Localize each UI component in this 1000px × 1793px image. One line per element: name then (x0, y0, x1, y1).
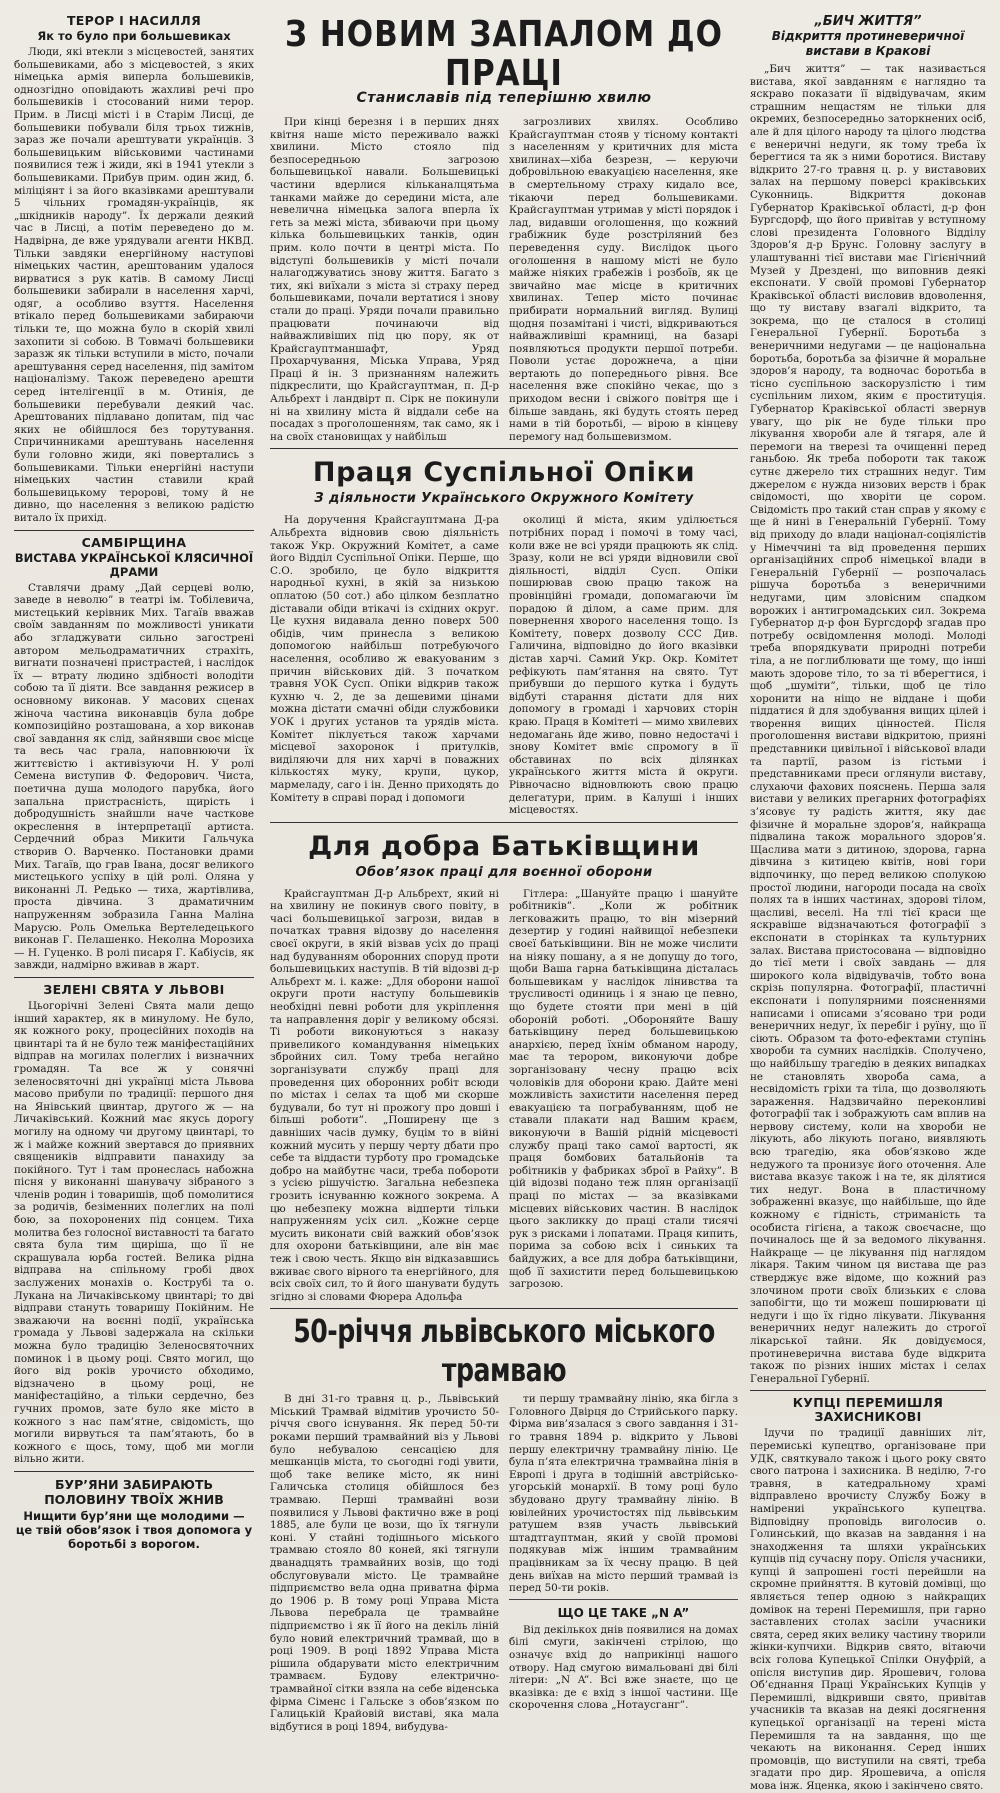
headline-terror: ТЕРОР І НАСИЛЛЯ (66, 13, 202, 28)
right-column (750, 14, 986, 1792)
body-main-right: загрозливих хвилях. Особливо Крайсгауптман стояв у тісному контакті з населенням у критичних для міста хвилинах—хіба безрезн, — керуючи добровільною евакуацією населення, яке в смертельному страху кидало все, тікаючи перед большевиками. Крайсгауптман утримав у місті порядок і лад, видавши оголошення, що кожний грабіжник буде розстріляний без переведення суду. Вислідок цього оголошення в нашому місті не було майже ніяких грабежів і розбоїв, як це звичайно має місце в критичних хвилинах. Тепер місто починає прибирати нормальний вигляд. Вулиці щодня позамітані і чисті, відкриваються найважливіші крамниці, на базарі появляються продукти першої потреби. Поволи устає дорожнеча, а ціни вертають до попереднього рівня. Все населення вже спокійно чекає, що з приходом весни і свіжого повітря ще і більше завдань, які будуть стоять перед нами в тій боротьбі, — вірою в кінцеву перемогу над большевизмом. (509, 116, 738, 443)
headline-merchants: КУПЦІ ПЕРЕМИШЛЯ ЗАХИСНИКОВІ (792, 1395, 944, 1425)
center-column (270, 13, 738, 1733)
article-main (270, 13, 738, 443)
subhead-terror: Як то було при большевиках (37, 29, 231, 43)
body-tram-left: В дні 31-го травня ц. р., Львівський Міський Трамвай відмітив урочисто 50-річчя свого існування. Як перед 50-ти роками перший трамвайний віз у Львові було небувалою сенсацією для мешканців міста, то сьогодні годі увити, щоб таке велике місто, як нині Галичська столиця обійшлося без трамваю. Перші трамвайні вози появилися у Львові фактично вже в році 1885, але були це вози, що їх тягнули коні. У стайні тодішнього міського трамваю стояло 80 коней, які тягнули дванадцять трамвайних возів, що тоді обслуговували місто. Це трамвайне підприємство вела одна приватна фірма до 1906 р. В тому році Управа Міста Львова перебрала це трамвайне підприємство і як її його на декіль ліній було новий електричний трамвай, що в році 1909. В році 1892 Управа Міста рішила обдарувати місто електричним трамваєм. Будову електрично-трамвайної сітки взяла на себе віденська фірма Сіменс і Гальске з обов’язком по Галицькій Крайовій виставі, яка мала відбутися в році 1894, вибудува- (270, 1393, 499, 1733)
article-tram (270, 1312, 738, 1733)
article-drama (14, 536, 254, 972)
article-merchants (750, 1396, 986, 1792)
left-column (14, 13, 254, 1551)
notice-weeds (14, 1477, 254, 1551)
subhead-defense: Обов’язок праці для воєнної оборони (355, 864, 653, 880)
divider (14, 977, 254, 978)
divider (270, 822, 738, 823)
headline-main: З НОВИМ ЗАПАЛОМ ДО ПРАЦІ (285, 13, 723, 95)
subhead-main: Станиславів під теперішню хвилю (356, 90, 652, 106)
body-drama: Ставлячи драму „Дай серцеві волю, заведе в неволю” в театрі ім. Тобілевича, мистецький керівник Мих. Тагаїв вважав своїм завданням по можливості уникати або згладжувати сильно загострені автором мельодраматичних страхіть, вигнати позначені пристрастей, і наслідок їх — втрату людино здібності володіти собою та її діяти. Все завдання режисер в основному виконав. У масових сценах жіноча частина виконавців була добре композиційно розташована, а хор виконав свої завдання як слід, зайнявши своє місце та весь час грала, наповнюючи їх життєвістю і активізуючи Н. У ролі Семена виступив Ф. Федорович. Чиста, поетична душа молодого парубка, його запальна пристрасність, щирість і добродушність знайшли наче часткове окреслення в інтерпретації артиста. Сердечний образ Микити Гальчука створив О. Варченко. Постановки драми Мих. Тагаїв, що грав Івана, досяг великого мистецького успіху в цій ролі. Оляна у виконанні Л. Редько — тиха, жартівлива, проста дівчина. З драматичним напруженням зобразила Ганна Маліна Марусю. Роль Омелька Вертеледецького виконав Г. Пелашенко. Неколна Морозиха — Н. Гуценко. В ролі писаря Г. Кабіусів, як завжди, надмірно вживав в жарт. (14, 581, 254, 972)
divider (14, 1471, 254, 1472)
divider (270, 448, 738, 449)
divider (270, 1308, 738, 1309)
subhead-opika: З діяльности Українського Окружного Комітету (314, 491, 694, 507)
article-green-holidays (14, 983, 254, 1466)
body-green-holidays: Цьогорічні Зелені Свята мали дещо інший характер, як в минулому. Не було, як кожного року, процесійних походів на цвинтарі та й не було теж маніфестаційних відправ на могилах полеглих і визначних громадян. Та все ж у сонячні зеленосвяточні дні українці міста Львова масово прибули по традиції: першого дня на Янівський цвинтар, другого ж — на Личаківський. Кожний має якусь дорогу могилу на одному чи другому цвинтарі, то ж і майже кожний звертався до приявних священиків відправити панахиду за покійного. Тут і там пронеслась набожна пісня у виконанні шанувачу зібраного з членів родин і товаришів, щоб помолитися за родичів, безіменних полеглих на полі бою, за похоронених під сонцем. Тиха молитва без голосної виставності та багато свята була тим щиріша, що її не скрашувала юрба гостей. Велика рідна відправа на спільному гробі двох заслужених монахів о. Кострубі та о. Лукана на Личаківському цвинтарі; то дві відправи стануть товаришу Покійним. Не зважаючи на воєнні події, українська громада у Львові задержала на скільки можна було традицію Зеленосвяточних поминок і в цьому році. Свято могил, що його від років урочисто обходимо, відзначено в цьому році, не маніфестаційно, а тільки сердечно, без гучних промов, зате було яке місто в кожного з нас пам’ятне, свідомість, що могили вирвуться та пам’ятають, бо в кожного є щось, тому, щоб ми могли вільно жити. (14, 999, 254, 1466)
subhead-play: Відкриття протиневеричної вистави в Кракові (771, 29, 965, 58)
subhead-drama: ВИСТАВА УКРАЇНСЬКОЇ КЛЯСИЧНОЇ ДРАМИ (14, 550, 254, 579)
headline-na: ЩО ЦЕ ТАКЕ „N A” (557, 1605, 690, 1620)
body-opika-left: На доручення Крайсгауптмана Д-ра Альбрехта відновив свою діяльність також Укр. Окружний Комітет, а саме його Відділ Суспільної Опіки. Перше, що С.О. зробило, це було відкриття народньої кухні, в якій за низькою оплатою (50 сот.) або цілком безплатно діставали обіди втікачі із східних округ. Це кухня видавала денно поверх 500 обідів, чим принесла з великою допомогою найбільш потребуючого населення, особливо ж евакуованим з причин військових дій. З початком травня УОК Сусп. Опіки відкрив також кухню ч. 2, де за дешевими цінами можна дістати смачні обіди службовики УОК і других установ та урядів міста. Комітет піклується також харчами місцевої захоронок і притулків, виділяючи для них харчі в поважних кількостях муку, крупи, цукор, мармеладу, саго і ін. Денно приходять до Комітету в справі порад і допомоги (270, 514, 499, 804)
divider (509, 1599, 738, 1600)
headline-weeds: БУР’ЯНИ ЗАБИРАЮТЬ ПОЛОВИНУ ТВОЇХ ЖНИВ (44, 1476, 224, 1507)
body-defense-left: Крайсгауптман Д-р Альбрехт, який ні на хвилину не покинув свого повіту, в часі большевицької загрози, видав в початках травня відозву до населення своєї округи, в якій візвав усіх до праці над будуванням оборонних споруд проти большевицьких наступів. В тій відозві д-р Альбрехт м. і. каже: „Для оборони нашої округи проти наступу большевиків необхідні певні роботи для укріплення та направлення доріг у великому обсязі. Ті роботи виконуються з наказу привеликого командування німецьких збройних сил. Тому треба негайно зорганізувати службу праці для проведення цих оборонних робіт всюди по містах і селах та щоб ми скорше будували, бо тут ні прожогу про довші і більші роботи”. „Поширену ще з давніших часів думку, буцім то в війні кожний мусить у першу черту дбати про себе та віддасти турботу про громадське добро на майбутнє часи, треба побороти з усією рішучістю. Загальна небезпека грозить існуванню кожного зокрема. А цю небезпеку можна відперти тільки напруженням усіх сил. „Кожне серце мусить виконати свій важкий обов’язок для охорони батьківщини, але він має теж і свою честь. Якщо він відказавшись вживає свого вірного та енергійного, для всіх своїх сил, то й його шанувати будуть згідно зі словами Фюрера Адольфа (270, 887, 499, 1303)
divider (14, 530, 254, 531)
body-defense-right: Гітлера: „Шануйте працю і шануйте робітників”. „Коли ж робітник легковажить працю, то він мізерний дезертир у годині найвищої небезпеки своєї батьківщини. Він не може числити на ніяку пошану, а я не допущу до того, щоби Ваша гарна батьківщина дісталась большевикам у наслідок лінивства та трусливості одиниць і я знаю це певно, що будете стояти при мені в цій обороній роботі. „Обороняйте Вашу батьківщину перед большевицькою анархією, перед їхнім обманом народу, має та терором, виконуючи добре зорганізовану чесну працю всіх чоловіків для оборони краю. Дайте мені можливість захистити населення перед евакуацією та пограбуванням, щоб не ставали плакати над Вашим краєм, виконуючи в Вашій рідній місцевості службу праці тако самої вартості, як праця бомбових батальйонів та робітників у фабриках зброї в Райху”. В цій відозві подано теж плян організації праці по містах — за вказівками місцевих військових частин. В наслідок цього закликку до праці стали тисячі рук з рисками і лопатами. Праця кипить, порима за собою всіх і синьких та байдужих, а все для добра батьківщини, щоб її захистити перед большевицькою загрозою. (509, 887, 738, 1291)
article-opika (270, 457, 738, 816)
body-main-left: При кінці березня і в перших днях квітня наше місто переживало важкі хвилини. Місто стояло під безпосередньою загрозою большевицької навали. Большевицькі частини вдерлися кільканалцятьма танками майже до середини міста, але невелична німецька залога вперла їх геть за межі міста, збиваючи при цьому кілька большевицьких танків, один прим. коло почти в центрі міста. По відступі большевиків у місті почали налагоджуватись знову життя. Багато з тих, які виїхали з міста зі страху перед большевиками, почали вертатися і знову стали до праці. Уряди почали правильно працювати починаючи від найважливіших під цю пору, як от Крайсгауптманшафт, Уряд Прохарчування, Міська Управа, Уряд Праці й ін. З признанням належить підкреслити, що Крайсгауптман, п. Д-р Альбрехт і ландвірт п. Сірк не покинули ні на хвилину міста й віддали себе на посадах з проголошенням, так само, як і на своїх становищах у найбільш (270, 116, 499, 443)
headline-drama: САМБІРЩИНА (81, 534, 187, 550)
body-terror: Люди, які втекли з місцевостей, занятих большевиками, або з місцевостей, з яких німецька армія виперла большевиків, однозгідно оповідають жахливі речі про большевиків і стосований ними терор. Прим. в Лисці місті і в Старім Лисці, де большевики побували біля трьох тижнів, зараз же почали арештувати українців. З большевицьким військовими частинами появилися теж і жиди, які в 1941 утекли з большевиками. Прибув прим. один жид, б. міліціянт і за його вказівками арештували 5 чільних громадян-українців, як „шкідників народу”. Їх держали деякий час в Лисці, а потім переведено до м. Надвірна, де вже урядували агенти НКВД. Тільки завдяки енергійному наступові німецьких частин, арештованим удалося вирватися з рук катів. В самому Лисці большевики забирали в населення харчі, одяг, а особливо взуття. Населення втікало перед большевиками забираючи тільки те, що можна було в скорій хвилі захопити зі собою. В Товмачі большевики заразж як тільки вступили в місто, почали арештування серед населення, під замітом націоналізму. Також переведено арешти серед інтелігенції в м. Отинія, де большевики перебували деякий час. Арештованих підлавано допитам, під час яких не обійшлося без торутування. Спричинниками арештувань населення були головно жиди, які повертались з большевиками. Тільки енергійні наступи німецьких частин ставили край большевицькому теророві, тому й не дивно, що населення з великою радістю витало їх прихід. (14, 46, 254, 524)
article-defense (270, 831, 738, 1304)
body-na: Від декількох днів появилися на домах білі смуги, закінчені стрілою, що означує вхід до наприкінці нашого отвору. Над смугою вимальовані дві білі літери: „N A”. Всі вже знаєте, що це вказівка: де є вхід з іншої частини. Ще скорочення слова „Нотаусганг”. (509, 1623, 738, 1712)
body-play: „Бич життя” — так називається вистава, якої завданням є наглядно та яскраво показати її відвідувачам, яким страшним нещастям не тільки для окремих, безпосередньо заторкнених осіб, але й для цілого народу та цілого людства є венеричні недуги, як тому треба їх берегтися та як з ними боротися. Виставу відкрито 27-го травня ц. р. у виставових залах на першому поверсі краківських Суконниць. Відкриття доконав Губернатор Краківської області, д-р фон Бургсдорф, що його привітав у вступному слові президента Головного Відділу Здоров’я д-р Брунс. Головну заслугу в улаштуванні тієї вистави має Гігієнічний Музей у Дрездені, що виповнив деякі експонати. У своїй промові Губернатор Краківської області висловив вдоволення, що ту виставу взагалі відкрито, та зокрема, що це сталося в столиці Генеральної Губернії. Боротьба з венеричними недугами — це національна боротьба, боротьба за фізичне й моральне здоров’я народу, та водночас боротьба в тісно суспільною заскорузлістю і тим суспільним лихом, яким є проституція. Губернатор Краківської області звернув увагу, що рік не буде тільки про лікування хвороби але й тягаря, але й перемоги на тверезі та очищенні перед ганьбою. Як треба побороти так також сутнє джерело тих страшних недуг. Тим джерелом є нужда низових верств і брак свідомості, що хворіти це сором. Свідомість про такий стан справ у якому є ще й нині в Генеральній Губернії. Тому від приходу до влади націонал-соціялістів у Німеччині та від проведення перших організаційних спроб німецької влади в Генеральній Губернії — розпочалась рішуча боротьба з венеричними недугами, цим зловісним спадком ворожих і антигромадських сил. Зокрема Губернатор д-р фон Бургсдорф згадав про потребу освідомлення молоді. Молоді треба впорядкувати природні потреби тіла, а не поглиблювати ще тому, що інші мають здорове тіло, то за ті вберегтися, і щоб „шуміти”, тільки, щоб це тіло хоронити на ніщо не віддане і щоби піддатися й для здобування вищих цілей і творення вищих цінностей. Після проголошення вистави відкритою, прияні представники цивільної і військової влади та партії, разом із гістьми і представниками преси оглянули виставу, слухаючи фахових пояснень. Перша заля вистави у великих прегарних фотографіях з’ясовує ту радість життя, яку дає фізичне й моральне здоров’я, найкраща підвалина також морального здоров’я. Щаслива мати з дитиною, здорова, гарна дівчина з китицею квітів, нові гори відпочинку, що перед великою сполукою простої людини, нагороди посада на своїх полях та в інших частинах, здорові тілом, щасливі, веселі. На тлі тієї краси ще яскравіше відзначаються фотографії з експонати в сторінках та культурних залах. Вистава пристосована — відповідно до тієї мети і своїх завдань — для широкого кола відвідувачів, тобто вона скрізь популярна. Фотографії, пластичні експонати і популярними поясненнями написами і описами з’ясовано три роди венеричних недуг, їх перебіг і руїну, що її сіють. Образом та фото-ефектами ступінь хвороби та сумних наслідків. Сполучено, що найбільшу трагедію в деяких випадках не становлять хвороба сама, а несвідомість гріхи та тіла, що дозволяють зараження. Надзвичайно переконливі фотографії так і зображують сам вплив на нервову систему, коли на хвороби не лікують, або лікують погано, виявляють всю трагедію, яка обов’язково жде недужого та пронизує його оточення. Але вистава вказує також і на те, як ділятися тих недуг. Вона в пластичному зображенні вказує, що найбільше, що йде кожному є гідність, стриманість та особиста гігієна, а також своєчасне, що починалось ще й за ведомого лікування. Найкраще — це лікування під наглядом лікаря. Таким чином ця вистава ще раз стверджує вже відоме, що кожний раз злочином проти своїх близьких є слова запобігти, що ти можеш поширювати ці недуги і що їх гідно лікувати. Лікування венеричних недуг належить до строгої лікарської тайни. Як довідуємося, протиневерична вистава буде відкрита також по різних інших містах і селах Генеральної Губернії. (750, 63, 986, 1385)
headline-play: „БИЧ ЖИТТЯ” (814, 14, 922, 29)
body-opika-right: околиці й міста, яким уділюється потрібних порад і помочі в тому часі, коли вже не всі уряди працюють як слід. Зразу, коли не всі уряди відновили свої діяльності, відділ Сусп. Опіки поширював свою працю також на провінційні громади, допомагаючи їм порадою й ділом, а саме прим. для повернення хворого населення тощо. Із Комітету, поверх дозволу ССС Див. Галичина, відповідно до його вказівки дістав харчі. Самий Укр. Окр. Комітет рефікують пам’ятання на свято. Тут прибувши до першого кутка і будуть відбуті старання дістати для них допомогу в громаді і харчових сторін краю. Праця в Комітеті — мимо хвилевих недомагань йде живо, повно недостачі і знову Комітет вміє спромогу в її обставинах по всіх ділянках українського життя міста й округи. Рівночасно відновлюють свою працю делегатури, прим. в Калуші і інших місцевостях. (509, 514, 738, 817)
body-tram-right: ти першу трамвайну лінію, яка бігла з Головного Двірця до Стрийського парку. Фірма вив’язалася з свого завдання і 31-го травня 1894 р. відкрито у Львові першу електричну трамвайну лінію. Це була п’ята електрична трамвайна лінія в Европі і друга в тодішній австрійсько-угорській монархії. В тому році було збудовано другу трамвайну лінію. В ювілейних урочистостях під львівським ратушем взяв участь львівський штадтгауптман, який у своїй промові подякував між іншим трамвайним працівникам за їх чесну працю. В цей день виїхав на місто перший трамвай із перед 50-ти років. (509, 1393, 738, 1595)
article-play (750, 14, 986, 1385)
headline-green-holidays: ЗЕЛЕНІ СВЯТА У ЛЬВОВІ (43, 981, 225, 997)
article-terror (14, 14, 254, 525)
body-weeds: Нищити бур’яни ще молодими — це твій обов’язок і твоя допомога у боротьбі з ворогом. (15, 1508, 253, 1551)
divider (750, 1390, 986, 1391)
body-merchants: Ідучи по традиції давніших літ, перемиські купецтво, організоване при УДК, святкувало також і цього року свято свого патрона і захисника. В неділю, 7-го травня, в катедральному храмі відправлено врочисту Службу Божу в намірениі українського купецтва. Відповідну проповідь виголосив о. Голинський, що вказав на завдання і на знаходження та шляхи українських купців під сучасну пору. Опісля учасники, купці й запрошені гості перейшли на скромне прийняття. В кутовій домівці, що являється тепер одною з найкращих домівок на терені Перемишля, при гарно заставлених столах засіли учасники свята, серед яких велику частину творили жінки-купчихи. Відкрив свято, вітаючи всіх голова Купецької Спілки Онуфрій, а опісля виступив дир. Ярошевич, голова Об’єднання Праці Українських Купців у Перемишлі, відкривши свято, привітав учасників та вказав на деякі досягнення купецької організації на терені міста Перемишля та на завдання, що ще чекають на виконання. Серед інших промовців, що виступили на святі, треба згадати про дир. Ярошевича, а опісля мова інж. Яценка, якою і закінчено свято. (750, 1427, 986, 1792)
headline-opika: Праця Суспільної Опіки (312, 457, 696, 489)
headline-defense: Для добра Батьківщини (308, 830, 700, 862)
headline-tram: 50-річчя львівського міського трамваю (293, 1312, 715, 1390)
